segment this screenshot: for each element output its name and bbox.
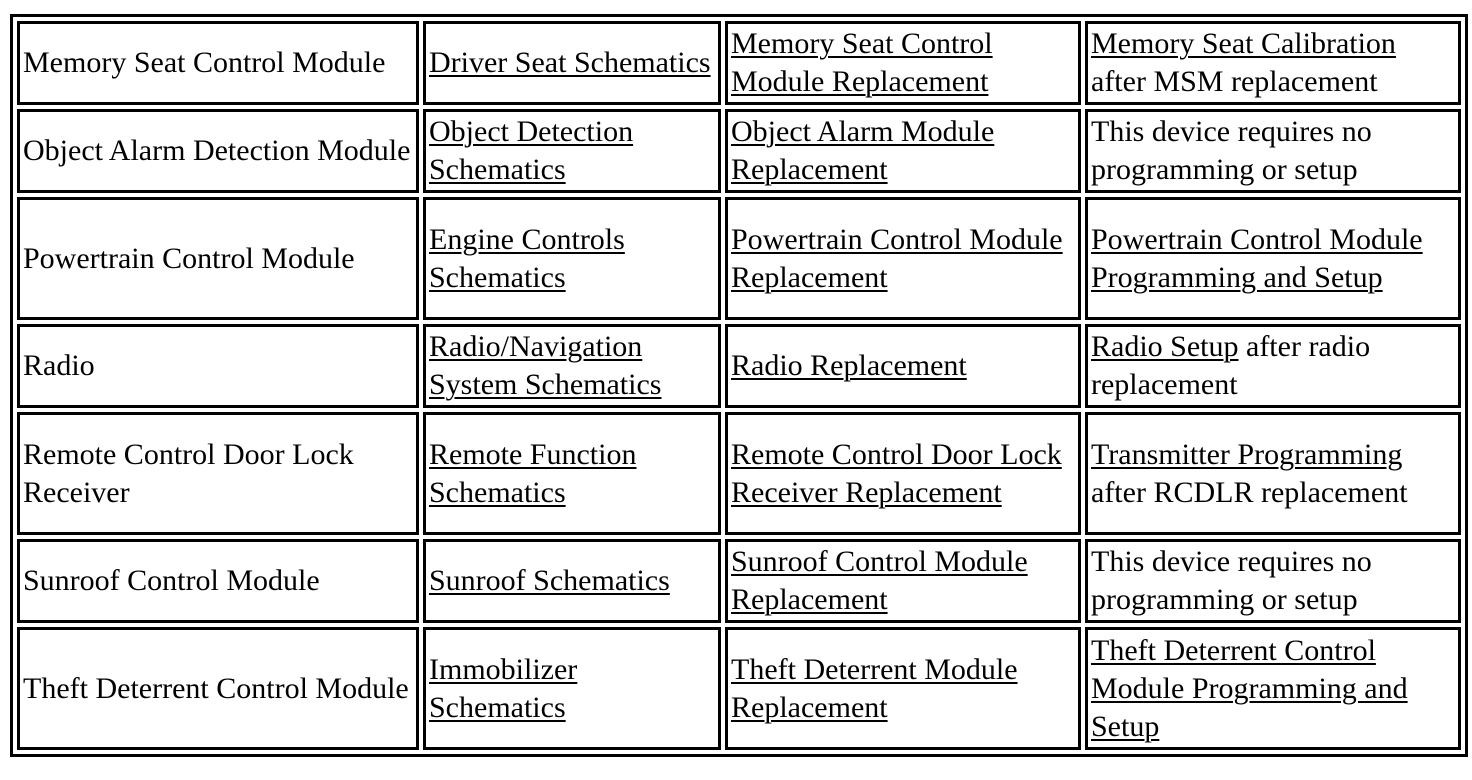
table-row — [17, 21, 1461, 105]
module-name-cell — [17, 627, 419, 750]
schematics-cell — [423, 109, 721, 193]
schematics-cell — [423, 539, 721, 623]
module-name: Theft Deterrent Control Module — [23, 671, 409, 705]
schematics-cell — [423, 324, 721, 408]
setup-link[interactable]: Powertrain Control Module Programming and Setup — [1091, 222, 1423, 294]
module-name: Remote Control Door Lock Receiver — [23, 437, 354, 509]
setup-link[interactable]: Memory Seat Calibration — [1091, 27, 1396, 60]
setup-note: This device requires no programming or setup — [1091, 545, 1372, 616]
module-name-cell — [17, 109, 419, 193]
replacement-cell — [725, 109, 1081, 193]
setup-note: This device requires no programming or setup — [1091, 115, 1372, 186]
replacement-link[interactable]: Sunroof Control Module Replacement — [731, 545, 1028, 616]
schematics-cell — [423, 197, 721, 320]
setup-cell — [1085, 109, 1461, 193]
module-name-cell — [17, 197, 419, 320]
module-name: Powertrain Control Module — [23, 241, 355, 275]
schematics-link[interactable]: Object Detection Schematics — [429, 115, 634, 186]
schematics-link[interactable]: Sunroof Schematics — [429, 564, 670, 597]
replacement-cell — [725, 539, 1081, 623]
table-row — [17, 324, 1461, 408]
setup-note: after radio replacement — [1091, 330, 1371, 401]
replacement-link[interactable]: Remote Control Door Lock Receiver Replacement — [731, 437, 1062, 509]
replacement-cell — [725, 324, 1081, 408]
setup-cell — [1085, 539, 1461, 623]
schematics-cell — [423, 627, 721, 750]
module-name: Sunroof Control Module — [23, 564, 320, 597]
table-row — [17, 197, 1461, 320]
setup-cell — [1085, 21, 1461, 105]
setup-note: after MSM replacement — [1091, 65, 1378, 98]
schematics-link[interactable]: Engine Controls Schematics — [429, 222, 625, 294]
table-row — [17, 412, 1461, 535]
replacement-cell — [725, 21, 1081, 105]
replacement-cell — [725, 197, 1081, 320]
module-name-cell — [17, 539, 419, 623]
replacement-link[interactable]: Theft Deterrent Module Replacement — [731, 652, 1018, 724]
replacement-link[interactable]: Powertrain Control Module Replacement — [731, 222, 1063, 294]
module-name-cell — [17, 412, 419, 535]
schematics-link[interactable]: Immobilizer Schematics — [429, 652, 578, 724]
schematics-cell — [423, 412, 721, 535]
module-name: Memory Seat Control Module — [23, 46, 386, 79]
schematics-link[interactable]: Radio/Navigation System Schematics — [429, 330, 662, 401]
schematics-link[interactable]: Remote Function Schematics — [429, 437, 637, 509]
schematics-link[interactable]: Driver Seat Schematics — [429, 46, 711, 79]
replacement-link[interactable]: Radio Replacement — [731, 349, 967, 382]
replacement-cell — [725, 412, 1081, 535]
setup-cell — [1085, 412, 1461, 535]
schematics-cell — [423, 21, 721, 105]
replacement-link[interactable]: Object Alarm Module Replacement — [731, 115, 995, 186]
setup-link[interactable]: Theft Deterrent Control Module Programming and Setup — [1091, 633, 1408, 743]
module-name-cell — [17, 324, 419, 408]
setup-cell — [1085, 197, 1461, 320]
setup-cell — [1085, 627, 1461, 750]
setup-cell — [1085, 324, 1461, 408]
table-row — [17, 109, 1461, 193]
setup-link[interactable]: Transmitter Programming — [1091, 437, 1403, 471]
table-row — [17, 539, 1461, 623]
table-row — [17, 627, 1461, 750]
replacement-link[interactable]: Memory Seat Control Module Replacement — [731, 27, 993, 98]
module-name: Radio — [23, 349, 95, 382]
replacement-cell — [725, 627, 1081, 750]
setup-note: after RCDLR replacement — [1091, 475, 1408, 509]
module-reference-table — [10, 14, 1468, 757]
setup-link[interactable]: Radio Setup — [1091, 330, 1239, 363]
module-name-cell — [17, 21, 419, 105]
module-name: Object Alarm Detection Module — [23, 134, 411, 167]
